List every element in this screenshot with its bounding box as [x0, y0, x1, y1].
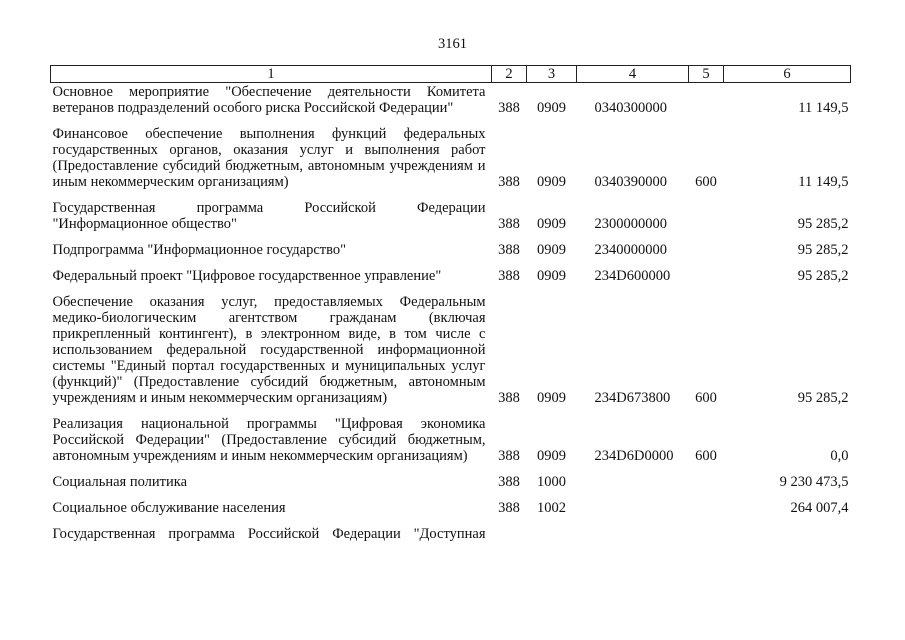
row-expense-type: 600: [695, 174, 717, 190]
table-row: [51, 284, 851, 406]
row-section: 0909: [537, 448, 566, 464]
row-section: 0909: [537, 242, 566, 258]
row-target: 234D673800: [594, 390, 671, 406]
table-row: [51, 406, 851, 464]
row-ministry: 388: [498, 174, 520, 190]
row-target: 234D6D0000: [594, 448, 674, 464]
row-expense-type: [689, 464, 724, 490]
row-amount: 95 285,2: [797, 390, 849, 406]
row-expense-type: 600: [695, 390, 717, 406]
row-amount: 95 285,2: [797, 268, 849, 284]
row-section: 0909: [537, 100, 566, 116]
row-ministry: 388: [498, 268, 520, 284]
table-row: [51, 232, 851, 258]
table-row: [51, 116, 851, 190]
table-row: [51, 490, 851, 516]
row-target: [577, 516, 689, 542]
row-expense-type: 600: [695, 448, 717, 464]
row-name: Социальное обслуживание населения: [52, 500, 286, 516]
header-col-1: 1: [51, 66, 492, 83]
row-target: 2300000000: [594, 216, 667, 232]
header-row: [51, 66, 851, 83]
row-ministry: 388: [498, 100, 520, 116]
row-section: 1002: [537, 500, 566, 516]
table-row: [51, 516, 851, 542]
row-target: 234D600000: [594, 268, 671, 284]
row-name: Реализация национальной программы "Цифровая экономика Российской Федерации" (Предоставление субсидий бюджетным, автономным учреждениям и иным некоммерческим организациям): [52, 416, 486, 464]
row-target: 0340390000: [594, 174, 667, 190]
row-target: [577, 490, 689, 516]
header-col-6: 6: [724, 66, 851, 83]
row-amount: 0,0: [830, 448, 849, 464]
row-ministry: 388: [498, 216, 520, 232]
row-ministry: [492, 516, 527, 542]
row-name: Государственная программа Российской Федерации "Доступная: [52, 526, 486, 542]
table-body: [51, 83, 851, 543]
table-row: [51, 258, 851, 284]
row-expense-type: [689, 516, 724, 542]
row-name: Федеральный проект "Цифровое государственное управление": [52, 268, 442, 284]
row-name: Обеспечение оказания услуг, предоставляемых Федеральным медико-биологическим агентством гражданам (включая прикрепленный контингент), в электронном виде, в том числе с использованием федеральной государственной информационной системы "Единый портал государственных и муниципальных услуг (функций)" (Предоставление субсидий бюджетным, автономным учреждениям и иным некоммерческим организациям): [52, 294, 486, 406]
row-name: Социальная политика: [52, 474, 188, 490]
header-col-4: 4: [577, 66, 689, 83]
row-name: Подпрограмма "Информационное государство": [52, 242, 347, 258]
row-section: 0909: [537, 174, 566, 190]
row-section: 0909: [537, 216, 566, 232]
row-target: 2340000000: [594, 242, 667, 258]
header-col-3: 3: [527, 66, 577, 83]
header-col-5: 5: [689, 66, 724, 83]
row-expense-type: [689, 83, 724, 117]
row-section: 0909: [537, 390, 566, 406]
budget-table: [50, 65, 851, 542]
row-amount: 95 285,2: [797, 216, 849, 232]
page-number: 3161: [438, 36, 467, 52]
row-ministry: 388: [498, 390, 520, 406]
row-ministry: 388: [498, 448, 520, 464]
row-name: Основное мероприятие "Обеспечение деятельности Комитета ветеранов подразделений особого риска Российской Федерации": [52, 84, 486, 116]
row-amount: [724, 516, 851, 542]
header-col-2: 2: [492, 66, 527, 83]
table-row: [51, 464, 851, 490]
row-target: 0340300000: [594, 100, 667, 116]
row-expense-type: [689, 490, 724, 516]
row-name: Финансовое обеспечение выполнения функций федеральных государственных органов, оказания услуг и выполнения работ (Предоставление субсидий бюджетным, автономным учреждениям и иным некоммерческим организациям): [52, 126, 486, 190]
row-amount: 9 230 473,5: [779, 474, 849, 490]
row-expense-type: [689, 258, 724, 284]
row-ministry: 388: [498, 474, 520, 490]
row-amount: 11 149,5: [798, 100, 849, 116]
row-section: 0909: [537, 268, 566, 284]
row-amount: 95 285,2: [797, 242, 849, 258]
row-target: [577, 464, 689, 490]
table-header: [51, 66, 851, 83]
row-expense-type: [689, 232, 724, 258]
row-ministry: 388: [498, 242, 520, 258]
table-row: [51, 190, 851, 232]
table-row: [51, 83, 851, 117]
row-section: 1000: [537, 474, 566, 490]
row-name: Государственная программа Российской Федерации "Информационное общество": [52, 200, 486, 232]
row-amount: 11 149,5: [798, 174, 849, 190]
row-amount: 264 007,4: [790, 500, 849, 516]
row-section: [527, 516, 577, 542]
row-expense-type: [689, 190, 724, 232]
row-ministry: 388: [498, 500, 520, 516]
